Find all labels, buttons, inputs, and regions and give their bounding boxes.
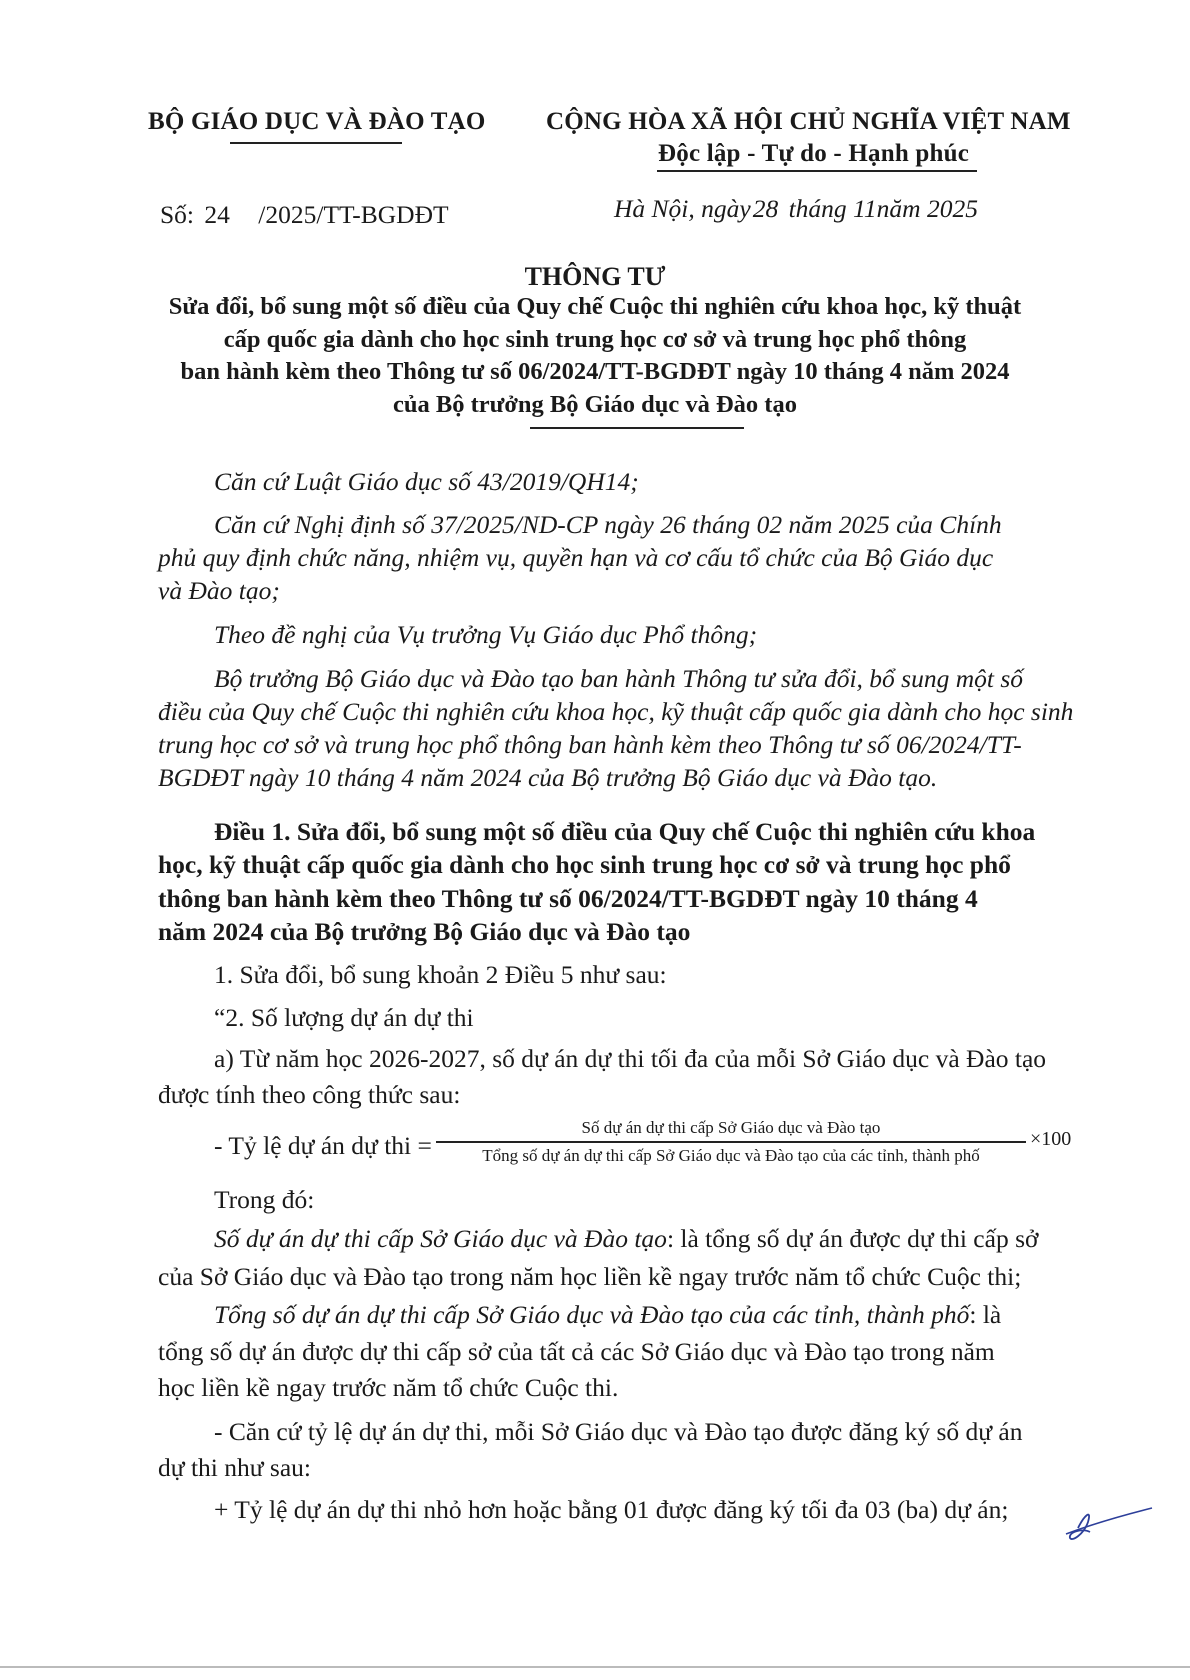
agency-underline: [230, 142, 402, 144]
definition-2-line-2: tổng số dự án được dự thi cấp sở của tất cả các Sở Giáo dục và Đào tạo trong năm: [158, 1337, 995, 1366]
article-1-item-2: “2. Số lượng dự án dự thi: [214, 1003, 474, 1032]
rule-line-2: dự thi như sau:: [158, 1453, 312, 1482]
document-number: [160, 200, 449, 230]
number-suffix: /2025/TT-BGDĐT: [258, 200, 449, 229]
article-1-item-a-line-2: được tính theo công thức sau:: [158, 1080, 461, 1109]
title-underline: [530, 427, 744, 429]
article-1-heading-line-2: học, kỹ thuật cấp quốc gia dành cho học sinh trung học cơ sở và trung học phổ: [158, 850, 1011, 879]
rule-line-1: - Căn cứ tỷ lệ dự án dự thi, mỗi Sở Giáo dục và Đào tạo được đăng ký số dự án: [214, 1417, 1023, 1446]
preamble-4-line-4: BGDĐT ngày 10 tháng 4 năm 2024 của Bộ trưởng Bộ Giáo dục và Đào tạo.: [158, 763, 938, 792]
date-prefix: Hà Nội, ngày: [614, 194, 751, 223]
preamble-2-line-2: phủ quy định chức năng, nhiệm vụ, quyền hạn và cơ cấu tổ chức của Bộ Giáo dục: [158, 543, 994, 572]
definition-2-term: Tổng số dự án dự thi cấp Sở Giáo dục và Đào tạo của các tỉnh, thành phố: [214, 1300, 970, 1329]
article-1-item-1: 1. Sửa đổi, bổ sung khoản 2 Điều 5 như sau:: [214, 960, 667, 989]
preamble-2-line-1: Căn cứ Nghị định số 37/2025/ND-CP ngày 26 tháng 02 năm 2025 của Chính: [214, 510, 1002, 539]
formula-label: - Tỷ lệ dự án dự thi =: [214, 1131, 432, 1160]
country-name: CỘNG HÒA XÃ HỘI CHỦ NGHĨA VIỆT NAM: [546, 108, 1071, 135]
definition-1-line-2: của Sở Giáo dục và Đào tạo trong năm học liền kề ngay trước năm tổ chức Cuộc thi;: [158, 1262, 1022, 1291]
motto: Độc lập - Tự do - Hạnh phúc: [658, 140, 969, 167]
title-line-1: Sửa đổi, bổ sung một số điều của Quy chế Cuộc thi nghiên cứu khoa học, kỹ thuật: [168, 293, 1022, 320]
article-1-heading-line-4: năm 2024 của Bộ trưởng Bộ Giáo dục và Đào tạo: [158, 917, 691, 946]
definition-2-line-1: [214, 1300, 1001, 1330]
scan-edge: [0, 1666, 1190, 1668]
title-line-2: cấp quốc gia dành cho học sinh trung học cơ sở và trung học phổ thông: [223, 326, 967, 353]
issue-date: [614, 194, 978, 224]
title-line-4: của Bộ trưởng Bộ Giáo dục và Đào tạo: [393, 391, 797, 418]
formula-numerator: Số dự án dự thi cấp Sở Giáo dục và Đào tạo: [581, 1118, 881, 1137]
number-prefix: Số:: [160, 200, 195, 229]
number-value: 24: [204, 200, 230, 229]
fraction-bar: [436, 1141, 1026, 1143]
preamble-4-line-2: điều của Quy chế Cuộc thi nghiên cứu khoa học, kỹ thuật cấp quốc gia dành cho học sinh: [158, 697, 1074, 726]
article-1-heading-line-3: thông ban hành kèm theo Thông tư số 06/2024/TT-BGDĐT ngày 10 tháng 4: [158, 884, 978, 913]
definition-1-rest: : là tổng số dự án được dự thi cấp sở: [666, 1224, 1039, 1253]
bullet-line-1: + Tỷ lệ dự án dự thi nhỏ hơn hoặc bằng 01 được đăng ký tối đa 03 (ba) dự án;: [214, 1495, 1009, 1524]
definition-2-rest: : là: [969, 1300, 1002, 1329]
definition-1-term: Số dự án dự thi cấp Sở Giáo dục và Đào tạo: [214, 1224, 667, 1253]
initial-signature-icon: [1062, 1498, 1154, 1548]
definition-1-line-1: [214, 1224, 1038, 1254]
article-1-item-a-line-1: a) Từ năm học 2026-2027, số dự án dự thi tối đa của mỗi Sở Giáo dục và Đào tạo: [214, 1044, 1047, 1073]
definition-2-line-3: học liền kề ngay trước năm tổ chức Cuộc thi.: [158, 1373, 619, 1402]
preamble-2-line-3: và Đào tạo;: [158, 576, 280, 605]
preamble-4-line-1: Bộ trưởng Bộ Giáo dục và Đào tạo ban hành Thông tư sửa đổi, bổ sung một số: [214, 664, 1024, 693]
agency-name: BỘ GIÁO DỤC VÀ ĐÀO TẠO: [148, 108, 486, 135]
motto-underline: [657, 170, 977, 172]
preamble-4-line-3: trung học cơ sở và trung học phổ thông ban hành kèm theo Thông tư số 06/2024/TT-: [158, 730, 1022, 759]
document-type: THÔNG TƯ: [524, 262, 666, 291]
formula-fraction: [436, 1118, 1026, 1166]
title-line-3: ban hành kèm theo Thông tư số 06/2024/TT-BGDĐT ngày 10 tháng 4 năm 2024: [180, 358, 1010, 385]
preamble-3-line-1: Theo đề nghị của Vụ trưởng Vụ Giáo dục Phổ thông;: [214, 620, 758, 649]
where-label: Trong đó:: [214, 1185, 315, 1214]
formula-multiplier: ×100: [1030, 1128, 1072, 1150]
formula-denominator: Tổng số dự án dự thi cấp Sở Giáo dục và Đào tạo của các tỉnh, thành phố: [482, 1145, 980, 1165]
date-month-label: tháng: [788, 194, 847, 223]
date-month: 11: [853, 194, 877, 223]
preamble-1-line-1: Căn cứ Luật Giáo dục số 43/2019/QH14;: [214, 467, 639, 496]
article-1-heading-line-1: Điều 1. Sửa đổi, bổ sung một số điều của Quy chế Cuộc thi nghiên cứu khoa: [214, 817, 1036, 846]
date-day: 28: [752, 194, 779, 223]
date-year: năm 2025: [876, 194, 978, 223]
